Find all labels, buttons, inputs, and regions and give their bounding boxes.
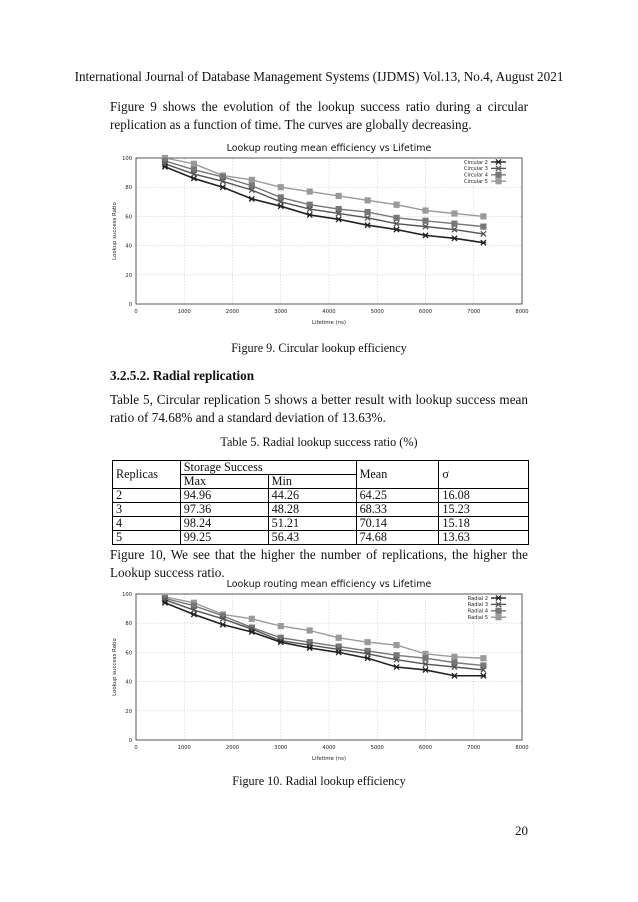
- data-point: [481, 673, 486, 678]
- y-tick-label: 20: [125, 272, 132, 279]
- data-point: [452, 211, 457, 216]
- table-row: [113, 489, 529, 503]
- cell-max: 99.25: [180, 531, 268, 545]
- figure10-intro-paragraph: Figure 10, We see that the higher the number of replications, the higher the Lookup success ratio.: [110, 547, 528, 580]
- chart-title: Lookup routing mean efficiency vs Lifetime: [226, 143, 432, 154]
- data-point: [365, 640, 370, 645]
- data-point: [307, 212, 312, 217]
- x-tick-label: 3000: [274, 745, 288, 751]
- x-tick-label: 4000: [322, 745, 336, 751]
- cell-replicas: 5: [113, 531, 181, 545]
- x-tick-label: 5000: [370, 745, 384, 751]
- data-point: [481, 656, 486, 661]
- chart-title: Lookup routing mean efficiency vs Lifetime: [226, 579, 432, 590]
- cell-mean: 64.25: [356, 489, 439, 503]
- data-point: [496, 172, 501, 177]
- legend-label: Circular 2: [463, 159, 488, 166]
- figure10-chart: [108, 574, 533, 770]
- x-tick-label: 6000: [418, 309, 433, 315]
- y-axis-label: Lookup success Ratio: [112, 202, 118, 260]
- col-header-storage-success: Storage Success: [180, 461, 356, 475]
- data-point: [307, 189, 312, 194]
- table-row: [113, 531, 529, 545]
- data-point: [278, 185, 283, 190]
- data-point: [496, 595, 501, 600]
- cell-mean: 70.14: [356, 517, 439, 531]
- legend-label: Circular 3: [463, 166, 488, 173]
- x-tick-label: 2000: [225, 309, 240, 315]
- x-tick-label: 1000: [177, 745, 191, 751]
- x-tick-label: 4000: [322, 309, 336, 315]
- x-tick-label: 8000: [515, 309, 529, 315]
- journal-header: International Journal of Database Management Systems (IJDMS) Vol.13, No.4, August 2021: [74, 69, 564, 84]
- cell-sigma: 16.08: [439, 489, 529, 503]
- cell-sigma: 15.18: [439, 517, 529, 531]
- table-header-row: [113, 461, 529, 475]
- y-tick-label: 80: [125, 185, 132, 192]
- y-tick-label: 60: [125, 650, 132, 657]
- data-point: [365, 209, 370, 214]
- data-point: [162, 164, 167, 169]
- data-point: [496, 615, 501, 620]
- cell-sigma: 15.23: [439, 503, 529, 517]
- x-tick-label: 3000: [274, 309, 288, 315]
- cell-min: 48.28: [268, 503, 356, 517]
- legend-label: Radial 2: [467, 595, 488, 602]
- col-header-mean: Mean: [356, 461, 439, 489]
- data-point: [394, 664, 399, 669]
- col-header-min: Min: [268, 475, 356, 489]
- table5-intro-paragraph: Table 5, Circular replication 5 shows a better result with lookup success mean ratio of 74.68% and a standard deviation of 13.63%.: [110, 392, 528, 425]
- data-point: [481, 224, 486, 229]
- data-point: [249, 196, 254, 201]
- cell-max: 97.36: [180, 503, 268, 517]
- x-tick-label: 7000: [467, 745, 481, 751]
- x-tick-label: 1000: [177, 309, 191, 315]
- data-point: [423, 656, 428, 661]
- data-point: [191, 176, 196, 181]
- data-point: [191, 612, 196, 617]
- data-point: [249, 616, 254, 621]
- col-header-sigma: σ: [439, 461, 529, 489]
- data-point: [496, 159, 501, 164]
- data-point: [394, 215, 399, 220]
- x-tick-label: 7000: [467, 309, 481, 315]
- data-point: [336, 193, 341, 198]
- data-point: [481, 214, 486, 219]
- data-point: [220, 622, 225, 627]
- data-point: [496, 608, 501, 613]
- cell-replicas: 2: [113, 489, 181, 503]
- legend-label: Circular 5: [463, 179, 488, 185]
- legend-label: Radial 3: [467, 602, 488, 609]
- col-header-replicas: Replicas: [113, 461, 181, 489]
- data-point: [191, 161, 196, 166]
- data-point: [423, 218, 428, 223]
- data-point: [452, 221, 457, 226]
- data-point: [452, 654, 457, 659]
- y-tick-label: 20: [125, 708, 132, 715]
- x-tick-label: 5000: [370, 309, 384, 315]
- x-tick-label: 8000: [515, 745, 529, 751]
- x-tick-label: 0: [134, 309, 138, 315]
- data-point: [394, 227, 399, 232]
- y-tick-label: 0: [128, 302, 132, 308]
- legend-label: Circular 4: [463, 172, 488, 179]
- x-axis-label: Lifetime (ns): [311, 320, 347, 326]
- col-header-max: Max: [180, 475, 268, 489]
- cell-replicas: 3: [113, 503, 181, 517]
- cell-sigma: 13.63: [439, 531, 529, 545]
- figure9-intro-paragraph: Figure 9 shows the evolution of the lookup success ratio during a circular replication as a function of time. The curves are globally decreasing.: [110, 99, 528, 132]
- series-line: [165, 158, 483, 216]
- cell-max: 94.96: [180, 489, 268, 503]
- x-tick-label: 0: [134, 745, 138, 751]
- series-line: [165, 597, 483, 658]
- y-tick-label: 100: [122, 156, 132, 162]
- data-point: [249, 177, 254, 182]
- data-point: [452, 236, 457, 241]
- y-tick-label: 0: [128, 738, 132, 744]
- data-point: [365, 223, 370, 228]
- data-point: [481, 240, 486, 245]
- cell-replicas: 4: [113, 517, 181, 531]
- data-point: [496, 179, 501, 184]
- cell-mean: 74.68: [356, 531, 439, 545]
- y-tick-label: 40: [125, 679, 132, 686]
- cell-max: 98.24: [180, 517, 268, 531]
- data-point: [394, 643, 399, 648]
- page-number: 20: [515, 823, 528, 838]
- data-point: [394, 202, 399, 207]
- data-point: [220, 185, 225, 190]
- figure10-caption: Figure 10. Radial lookup efficiency: [232, 774, 406, 788]
- table5: [112, 460, 529, 545]
- x-tick-label: 6000: [418, 745, 433, 751]
- y-tick-label: 60: [125, 214, 132, 221]
- y-tick-label: 40: [125, 243, 132, 250]
- y-tick-label: 80: [125, 621, 132, 628]
- table-row: [113, 517, 529, 531]
- cell-min: 51.21: [268, 517, 356, 531]
- data-point: [336, 635, 341, 640]
- data-point: [307, 645, 312, 650]
- legend-label: Radial 5: [467, 615, 488, 621]
- data-point: [365, 656, 370, 661]
- data-point: [452, 673, 457, 678]
- cell-min: 44.26: [268, 489, 356, 503]
- data-point: [336, 217, 341, 222]
- legend-label: Radial 4: [467, 608, 488, 615]
- section-heading: 3.2.5.2. Radial replication: [110, 368, 255, 383]
- table-row: [113, 503, 529, 517]
- data-point: [423, 208, 428, 213]
- y-tick-label: 100: [122, 592, 132, 598]
- data-point: [307, 628, 312, 633]
- data-point: [278, 624, 283, 629]
- x-tick-label: 2000: [225, 745, 240, 751]
- x-axis-label: Lifetime (ns): [311, 756, 347, 762]
- data-point: [365, 198, 370, 203]
- cell-min: 56.43: [268, 531, 356, 545]
- figure9-caption: Figure 9. Circular lookup efficiency: [231, 341, 407, 355]
- data-point: [423, 667, 428, 672]
- figure9-chart: [108, 138, 533, 334]
- data-point: [336, 650, 341, 655]
- y-axis-label: Lookup success Ratio: [112, 638, 118, 696]
- cell-mean: 68.33: [356, 503, 439, 517]
- table5-caption: Table 5. Radial lookup success ratio (%): [220, 435, 418, 449]
